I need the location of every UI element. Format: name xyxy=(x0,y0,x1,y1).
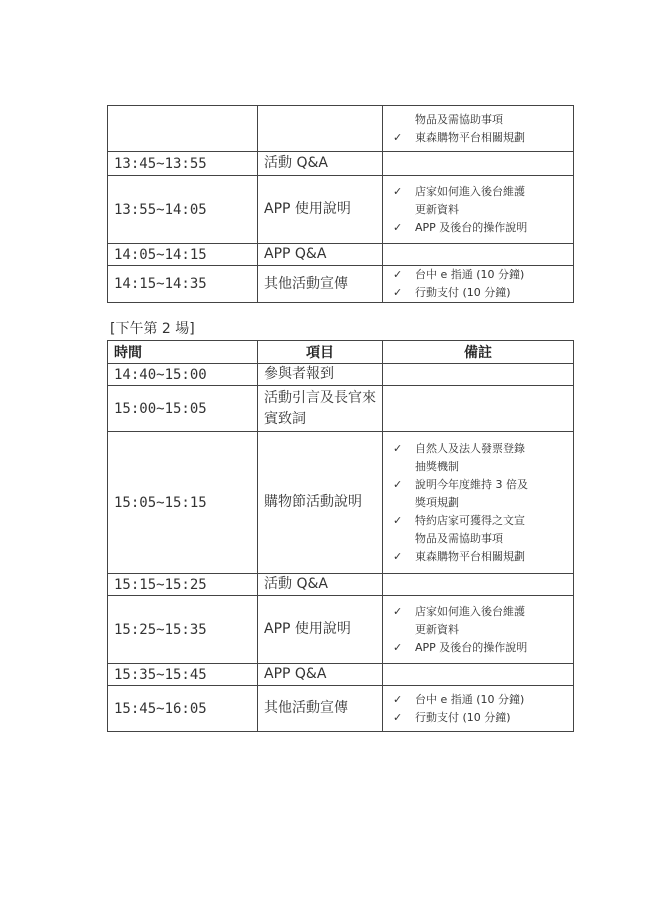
note-text: 東森購物平台相關規劃 xyxy=(415,549,525,563)
table-row xyxy=(108,364,574,386)
item-cell: 活動引言及長官來賓致詞 xyxy=(258,386,383,432)
note-item xyxy=(389,266,567,284)
schedule-table-2-body xyxy=(108,364,574,732)
note-text: 特約店家可獲得之文宣 xyxy=(415,513,525,527)
note-text: 物品及需協助事項 xyxy=(415,531,503,545)
time-cell: 15:35~15:45 xyxy=(108,664,258,686)
note-text: 獎項規劃 xyxy=(415,495,459,509)
schedule-table-1 xyxy=(107,105,574,303)
checkmark-icon: ✓ xyxy=(393,604,403,618)
session-2-label: [下午第 2 場] xyxy=(110,321,195,337)
note-cell xyxy=(383,432,574,574)
item-cell: APP Q&A xyxy=(258,664,383,686)
note-cell xyxy=(383,176,574,244)
note-cell xyxy=(383,244,574,266)
note-text: APP 及後台的操作說明 xyxy=(415,220,528,234)
note-text: 抽獎機制 xyxy=(415,459,459,473)
item-cell: 其他活動宣傳 xyxy=(258,266,383,303)
note-item xyxy=(389,476,567,494)
checkmark-icon: ✓ xyxy=(393,477,403,491)
table-row xyxy=(108,574,574,596)
time-cell: 15:25~15:35 xyxy=(108,596,258,664)
note-item xyxy=(389,284,567,302)
note-cell xyxy=(383,664,574,686)
note-list xyxy=(389,603,567,657)
checkmark-icon: ✓ xyxy=(393,549,403,563)
item-cell: 參與者報到 xyxy=(258,364,383,386)
table-row xyxy=(108,686,574,732)
note-text: 物品及需協助事項 xyxy=(415,112,503,126)
time-cell: 14:15~14:35 xyxy=(108,266,258,303)
note-text: 台中 e 指通 (10 分鐘) xyxy=(415,268,525,281)
note-text: 更新資料 xyxy=(415,202,459,216)
table-row xyxy=(108,244,574,266)
time-cell: 13:45~13:55 xyxy=(108,152,258,176)
header-item: 項目 xyxy=(258,341,383,364)
time-cell: 15:45~16:05 xyxy=(108,686,258,732)
note-text: 行動支付 (10 分鐘) xyxy=(415,710,511,724)
note-text: 說明今年度維持 3 倍及 xyxy=(415,477,528,491)
table-row xyxy=(108,664,574,686)
note-cell xyxy=(383,386,574,432)
note-item xyxy=(389,709,567,727)
item-cell: 購物節活動說明 xyxy=(258,432,383,574)
checkmark-icon: ✓ xyxy=(393,710,403,724)
note-item xyxy=(389,458,567,476)
time-cell xyxy=(108,106,258,152)
time-cell: 15:05~15:15 xyxy=(108,432,258,574)
note-text: 店家如何進入後台維護 xyxy=(415,184,525,198)
note-item xyxy=(389,512,567,530)
table-row xyxy=(108,106,574,152)
note-text: 台中 e 指通 (10 分鐘) xyxy=(415,692,525,706)
note-item xyxy=(389,440,567,458)
item-cell xyxy=(258,106,383,152)
note-item xyxy=(389,530,567,548)
table-row xyxy=(108,266,574,303)
note-list xyxy=(389,183,567,237)
note-item xyxy=(389,183,567,201)
note-item xyxy=(389,639,567,657)
schedule-table-1-body xyxy=(108,106,574,303)
checkmark-icon: ✓ xyxy=(393,441,403,455)
note-cell xyxy=(383,686,574,732)
note-cell xyxy=(383,152,574,176)
checkmark-icon: ✓ xyxy=(393,184,403,198)
note-text: 店家如何進入後台維護 xyxy=(415,604,525,618)
note-cell xyxy=(383,106,574,152)
note-list xyxy=(389,266,567,302)
note-item xyxy=(389,111,567,129)
schedule-table-2 xyxy=(107,340,574,732)
time-cell: 13:55~14:05 xyxy=(108,176,258,244)
note-item xyxy=(389,129,567,147)
note-item xyxy=(389,201,567,219)
table-row xyxy=(108,176,574,244)
table-row xyxy=(108,386,574,432)
item-cell: APP Q&A xyxy=(258,244,383,266)
note-text: 行動支付 (10 分鐘) xyxy=(415,286,511,299)
note-text: 東森購物平台相關規劃 xyxy=(415,130,525,144)
note-item xyxy=(389,621,567,639)
note-item xyxy=(389,494,567,512)
note-list xyxy=(389,440,567,566)
checkmark-icon: ✓ xyxy=(393,268,403,281)
header-time: 時間 xyxy=(108,341,258,364)
checkmark-icon: ✓ xyxy=(393,640,403,654)
time-cell: 15:00~15:05 xyxy=(108,386,258,432)
note-cell xyxy=(383,266,574,303)
table-row xyxy=(108,596,574,664)
note-item xyxy=(389,603,567,621)
note-item xyxy=(389,548,567,566)
item-cell: APP 使用說明 xyxy=(258,176,383,244)
note-cell xyxy=(383,574,574,596)
table-header-row xyxy=(108,341,574,364)
checkmark-icon: ✓ xyxy=(393,220,403,234)
time-cell: 15:15~15:25 xyxy=(108,574,258,596)
note-cell xyxy=(383,364,574,386)
item-cell: 活動 Q&A xyxy=(258,574,383,596)
item-cell: 其他活動宣傳 xyxy=(258,686,383,732)
time-cell: 14:40~15:00 xyxy=(108,364,258,386)
checkmark-icon: ✓ xyxy=(393,513,403,527)
time-cell: 14:05~14:15 xyxy=(108,244,258,266)
checkmark-icon: ✓ xyxy=(393,130,403,144)
checkmark-icon: ✓ xyxy=(393,692,403,706)
note-list xyxy=(389,691,567,727)
note-item xyxy=(389,219,567,237)
item-cell: APP 使用說明 xyxy=(258,596,383,664)
note-cell xyxy=(383,596,574,664)
table-row xyxy=(108,432,574,574)
note-text: APP 及後台的操作說明 xyxy=(415,640,528,654)
checkmark-icon: ✓ xyxy=(393,286,403,299)
note-list xyxy=(389,111,567,147)
note-item xyxy=(389,691,567,709)
note-text: 自然人及法人發票登錄 xyxy=(415,441,525,455)
table-row xyxy=(108,152,574,176)
header-note: 備註 xyxy=(383,341,574,364)
item-cell: 活動 Q&A xyxy=(258,152,383,176)
note-text: 更新資料 xyxy=(415,622,459,636)
